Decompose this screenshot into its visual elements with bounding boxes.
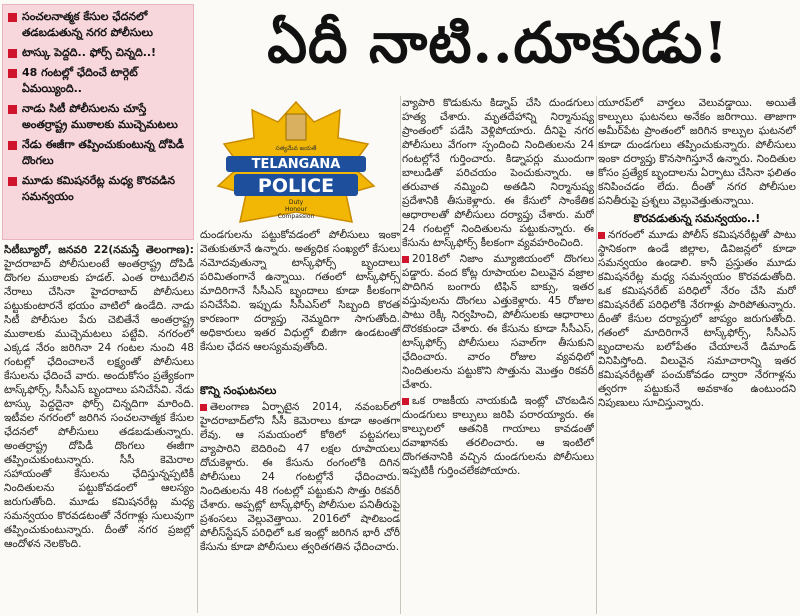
red-square-icon [8,49,17,58]
page-headline [200,4,796,96]
article-text: హైదరాబాద్ పోలీసులంటే అంతర్రాష్ట్ర దోపిడీ దొంగల ముఠాలకు హడల్. ఎంత రాటుదేలిన నేరాలు చేసినా హైదరాబాద్ పోలీసులు పట్టుకుంటారనే భయం వాటిలో ఉండేది. నాడు సిటీ పోలీసుల పేరు చెబితేనే అంతర్రాష్ట్ర ముఠాలకు ముచ్చెమటలు పట్టేవి. నగరంలో ఎక్కడ నేరం జరిగినా 24 గంటల నుంచి 48 గంటల్లో ఛేదించాలనే లక్ష్యంతో పోలీసులు కేసులను ఛేదించే వారు. అందుకోసం ప్రత్యేకంగా టాస్క్‌ఫోర్స్, సీసీఎస్ బృందాలు పనిచేసేవి. నేడు టాస్కు పెద్దదైనా ఫోర్స్ చిన్నదిగా మారింది. ఇటీవల నగరంలో జరిగిన సంచలనాత్మక కేసుల ఛేదనలో పోలీసులు తడబడుతున్నారు. అంతర్రాష్ట్ర దోపిడీ దొంగలు ఈజీగా తప్పించుకుంటున్నారు. సీసీ కెమెరాల సహాయంతో కేసులను ఛేదిస్తున్నప్పటికీ నిందితులను పట్టుకోవడంలో ఆలస్యం జరుగుతోంది. మూడు కమిషనరేట్ల మధ్య సమన్వయం కొరవడటంతో నేరగాళ్లు సులువుగా తప్పించుకుంటున్నారు. దీంతో నగర ప్రజల్లో ఆందోళన నెలకొంది. [4,258,194,550]
article-text: ఒక రాజకీయ నాయకుడి ఇంట్లో చొరబడిన దుండగులు కాల్పులు జరిపి పరారయ్యారు. ఈ కాల్పులలో ఆతనికి గాయాలు కావడంతో దవాఖానకు తరలించారు. ఆ ఇంటిలో దొంగతనానికి వచ్చిన దుండగులను పోలీసులు ఇప్పటికీ గుర్తించలేకపోయారు. [402,395,594,477]
svg-text:TELANGANA: TELANGANA [251,157,341,172]
subheading: కొరవడుతున్న సమన్వయం..! [633,212,761,225]
highlight-text: 48 గంటల్లో ఛేదించే టార్గెట్ ఏమయ్యింది.. [22,66,138,95]
highlights-box [2,4,194,240]
article-text: 2018లో నిజాం మ్యూజియంలో దొంగలు పడ్డారు. వంద కోట్ల రూపాయల విలువైన వజ్రాల పొదిగిన బంగారు టిఫిన్ బాక్సు, ఇతర వస్తువులను దొంగలు ఎత్తుకెళ్లారు. 45 రోజుల పాటు రెక్కీ నిర్వహించి, పోలీసులకు ఆధారాలు దొరకకుండా చేశారు. ఈ కేసును కూడా సీసీఎస్, టాస్క్‌ఫోర్స్ పోలీసులు సవాల్‌గా తీసుకుని ఛేదించారు. వారం రోజుల వ్యవధిలో నిందితులను పట్టుకొని సొత్తును మొత్తం రికవరీ చేశారు. [402,253,594,391]
highlight-item [7,9,189,41]
red-square-icon [8,177,17,186]
highlight-item [7,65,189,97]
headline-text: ఏదీ నాటి..దూకుడు! [267,10,729,76]
article-text: వ్యాపారి కొడుకును కిడ్నాప్ చేసి దుండగులు హత్య చేశారు. మృతదేహాన్ని నిర్మానుష్య ప్రాంతంలో పడేసి వెళ్లిపోయారు. దీనిపై నగర పోలీసులు వేగంగా స్పందించి నిందితులను 24 గంటల్లోనే గుర్తించారు. కిడ్నాపర్లు ముందుగా బాలుడితో పరిచయం పెంచుకున్నారు. ఆ తరువాత నమ్మించి అతడిని నిర్మానుష్య ప్రదేశానికి తీసుకెళ్లారు. ఈ కేసులో సాంకేతిక ఆధారాలతో పోలీసులు దర్యాప్తు చేశారు. మరో 24 గంటల్లో నిందితులను పట్టుకున్నారు. ఈ కేసును టాస్క్‌ఫోర్స్ కీలకంగా వ్యవహరించింది. [402,97,594,249]
highlight-item [7,101,189,133]
article-column-1 [4,243,194,613]
svg-text:Duty: Duty [288,199,304,206]
red-square-icon [402,256,409,263]
red-square-icon [8,105,17,114]
svg-text:సత్యమేవ జయతే: సత్యమేవ జయతే [275,145,317,152]
red-square-icon [8,13,17,22]
article-text: యూరప్‌లో వార్తలు వెలువడ్డాయి. అయితే కాల్పులు ఘటనలు అనేకం జరిగాయి. తాజాగా అమీర్‌పేట ప్రాంతంలో జరిగిన కాల్పుల ఘటనలో కూడా దుండగులు తప్పించుకున్నారు. పోలీసులు ఇంకా దర్యాప్తు కొనసాగిస్తూనే ఉన్నారు. నిందితుల కోసం ప్రత్యేక బృందాలను ఏర్పాటు చేసినా ఫలితం కనిపించడం లేదు. దీంతో నగర పోలీసుల పనితీరుపై ప్రశ్నలు వెల్లువెత్తుతున్నాయి. [598,97,796,207]
red-square-icon [402,398,409,405]
emblem-icon [286,114,306,140]
highlight-text: టాస్కు పెద్దది.. ఫోర్స్ చిన్నది..! [22,46,157,59]
highlight-item [7,45,189,61]
highlight-text: నేడు ఈజీగా తప్పించుకుంటున్న దోపిడీ దొంగలు [22,138,185,167]
highlight-text: మూడు కమిషనరేట్ల మధ్య కొరవడిన సమన్వయం [22,174,176,203]
svg-text:Honour: Honour [285,206,307,213]
svg-text:Compassion: Compassion [277,213,315,220]
article-text: దుండగులను పట్టుకోవడంలో పోలీసులు ఇంకా వెతుకుతూనే ఉన్నారు. అత్యధిక సంఖ్యలో కేసులు నమోదవుతున్నా టాస్క్‌ఫోర్స్ బృందాలు పరిమితంగానే ఉన్నాయి. గతంలో టాస్క్‌ఫోర్స్ మాదిరిగానే సీసీఎస్ బృందాలు కూడా కీలకంగా పనిచేసేవి. ఇప్పుడు సీసీఎస్‌లో సిబ్బంది కొరత కారణంగా దర్యాప్తు నెమ్మదిగా సాగుతోంది. అధికారులు ఇతర విధుల్లో బిజీగా ఉండటంతో కేసుల ఛేదన ఆలస్యమవుతోంది. [200,229,400,353]
red-square-icon [598,232,605,239]
article-column-4 [598,96,796,614]
red-square-icon [8,141,17,150]
article-text: తెలంగాణ ఏర్పాటైన 2014, నవంబర్‌లో హైదరాబాద్‌లోని సీసీ కెమెరాలు కూడా అంతగా లేవు. ఆ సమయంలో కోఠిలో పట్టపగలు వ్యాపారిని బెదిరించి 47 లక్షల రూపాయలు దోచుకెళ్లారు. ఈ కేసును రంగంలోకి దిగిన పోలీసులు 24 గంటల్లోనే ఛేదించారు. నిందితులను 48 గంటల్లో పట్టుకుని సొత్తు రికవరీ చేశారు. అప్పట్లో టాస్క్‌ఫోర్స్ పోలీసుల పనితీరుపై ప్రశంసలు వెల్లువెత్తాయి. 2016లో షాలిబండ పోలీస్‌స్టేషన్ పరిధిలో ఒక ఇంట్లో జరిగిన భారీ చోరీ కేసును కూడా పోలీసులు త్వరితగతిన ఛేదించారు. [200,401,400,553]
highlight-text: సంచలనాత్మక కేసుల ఛేదనలో తడబడుతున్న నగర పోలీసులు [22,10,153,39]
telangana-police-logo [202,100,390,224]
article-column-3 [402,96,594,614]
highlight-item [7,173,189,205]
article-column-2-top [200,228,400,378]
subheading: కొన్ని సంఘటనలు [200,384,277,397]
red-square-icon [8,69,17,78]
dateline: సిటీబ్యూరో, జనవరి 22(నమస్తే తెలంగాణ): [4,244,194,256]
highlight-item [7,137,189,169]
article-column-2 [200,380,400,614]
police-badge-icon [202,100,390,224]
highlight-text: నాడు సిటీ పోలీసులను చూస్తే అంతర్రాష్ట్ర ముఠాలకు ముచ్చెమటలు [22,102,178,131]
red-square-icon [200,404,207,411]
svg-text:POLICE: POLICE [257,175,335,197]
article-text: నగరంలో మూడు పోలీస్ కమిషనరేట్లతో పాటు స్థానికంగా ఉండే జిల్లాల, డివిజన్లలో కూడా సమన్వయం ఉండాలి. కానీ ప్రస్తుతం మూడు కమిషనరేట్ల మధ్య సమన్వయం కొరవడుతోంది. ఒక కమిషనరేట్ పరిధిలో నేరం చేసి మరో కమిషనరేట్ పరిధిలోకి నేరగాళ్లు పారిపోతున్నారు. దీంతో కేసుల దర్యాప్తులో జాప్యం జరుగుతోంది. గతంలో మాదిరిగానే టాస్క్‌ఫోర్స్, సీసీఎస్ బృందాలను బలోపేతం చేయాలనే డిమాండ్ వినిపిస్తోంది. విలువైన సమాచారాన్ని ఇతర కమిషనరేట్లతో పంచుకోవడం ద్వారా నేరగాళ్లను త్వరగా పట్టుకునే అవకాశం ఉంటుందని నిపుణులు సూచిస్తున్నారు. [598,229,796,409]
